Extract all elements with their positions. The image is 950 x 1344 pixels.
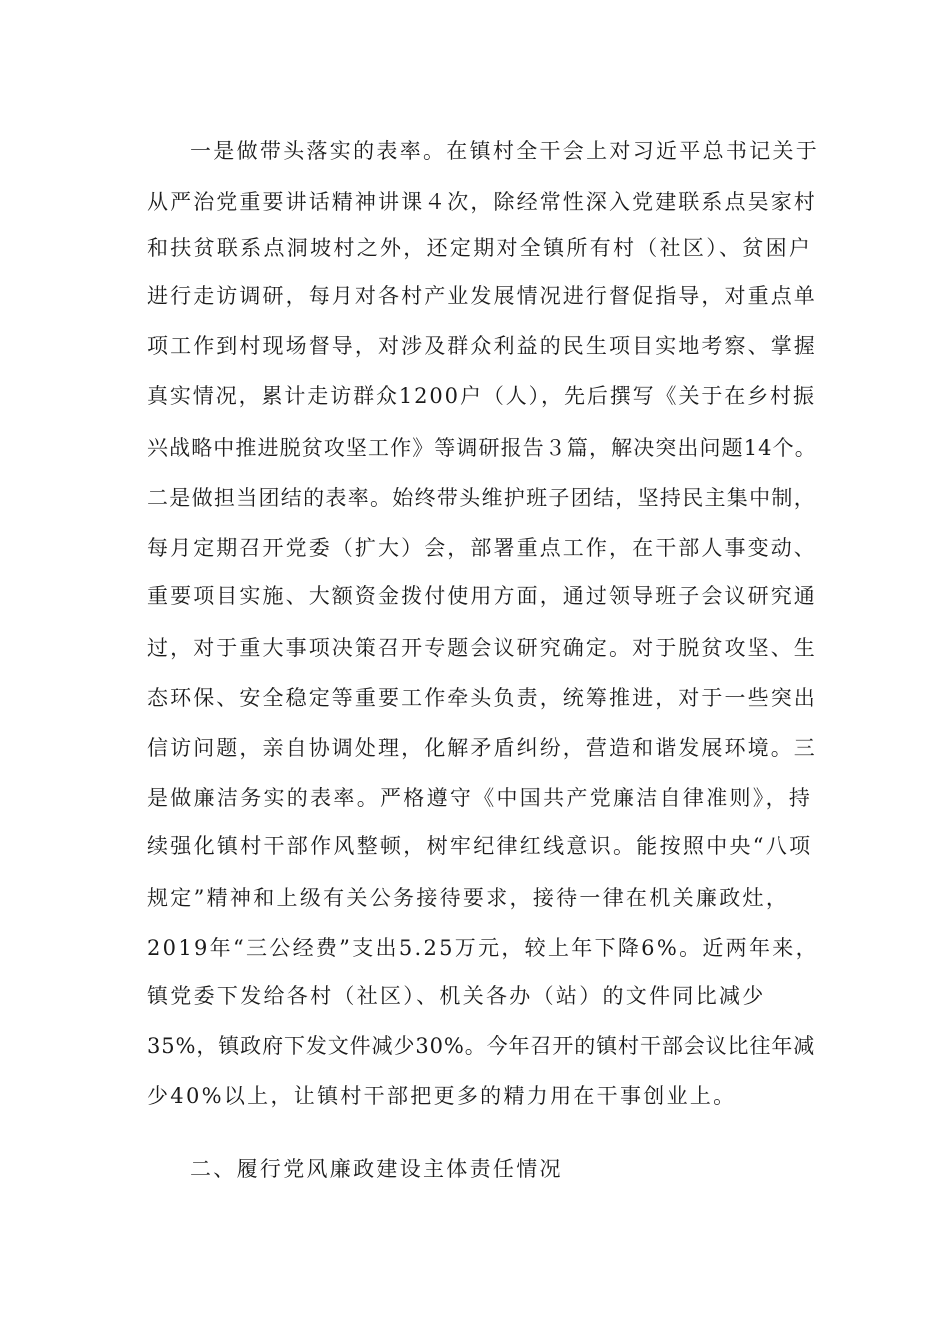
paragraph-line: 一是做带头落实的表率。在镇村全干会上对习近平总书记关于 bbox=[190, 139, 820, 163]
paragraph-line: 过，对于重大事项决策召开专题会议研究确定。对于脱贫攻坚、生 bbox=[147, 636, 817, 660]
paragraph-line: 少40%以上，让镇村干部把更多的精力用在干事创业上。 bbox=[147, 1084, 737, 1108]
paragraph-line: 2019年“三公经费”支出5.25万元，较上年下降6%。近两年来， bbox=[147, 936, 819, 960]
paragraph-line: 二是做担当团结的表率。始终带头维护班子团结，坚持民主集中制， bbox=[147, 486, 816, 510]
paragraph-line: 35%，镇政府下发文件减少30%。今年召开的镇村干部会议比往年减 bbox=[147, 1034, 816, 1058]
paragraph-line: 信访问题，亲自协调处理，化解矛盾纠纷，营造和谐发展环境。三 bbox=[147, 736, 817, 760]
paragraph-line: 从严治党重要讲话精神讲课４次，除经常性深入党建联系点吴家村 bbox=[147, 190, 817, 214]
paragraph-line: 规定”精神和上级有关公务接待要求，接待一律在机关廉政灶， bbox=[147, 886, 790, 910]
paragraph-line: 镇党委下发给各村（社区）、机关各办（站）的文件同比减少 bbox=[147, 984, 766, 1008]
paragraph-line: 每月定期召开党委（扩大）会，部署重点工作，在干部人事变动、 bbox=[147, 536, 817, 560]
paragraph-line: 重要项目实施、大额资金拨付使用方面，通过领导班子会议研究通 bbox=[147, 584, 817, 608]
paragraph-line: 和扶贫联系点洞坡村之外，还定期对全镇所有村（社区）、贫困户 bbox=[147, 236, 813, 260]
paragraph-line: 项工作到村现场督导，对涉及群众利益的民生项目实地考察、掌握 bbox=[147, 334, 817, 358]
paragraph-line: 真实情况，累计走访群众1200户（人），先后撰写《关于在乡村振 bbox=[147, 384, 816, 408]
paragraph-line: 续强化镇村干部作风整顿，树牢纪律红线意识。能按照中央“八项 bbox=[147, 834, 813, 858]
paragraph-line: 兴战略中推进脱贫攻坚工作》等调研报告３篇，解决突出问题14个。 bbox=[147, 436, 817, 460]
section-heading: 二、履行党风廉政建设主体责任情况 bbox=[190, 1157, 563, 1181]
paragraph-line: 进行走访调研，每月对各村产业发展情况进行督促指导，对重点单 bbox=[147, 284, 817, 308]
paragraph-line: 态环保、安全稳定等重要工作牵头负责，统筹推进，对于一些突出 bbox=[147, 686, 817, 710]
paragraph-line: 是做廉洁务实的表率。严格遵守《中国共产党廉洁自律准则》，持 bbox=[147, 786, 813, 810]
